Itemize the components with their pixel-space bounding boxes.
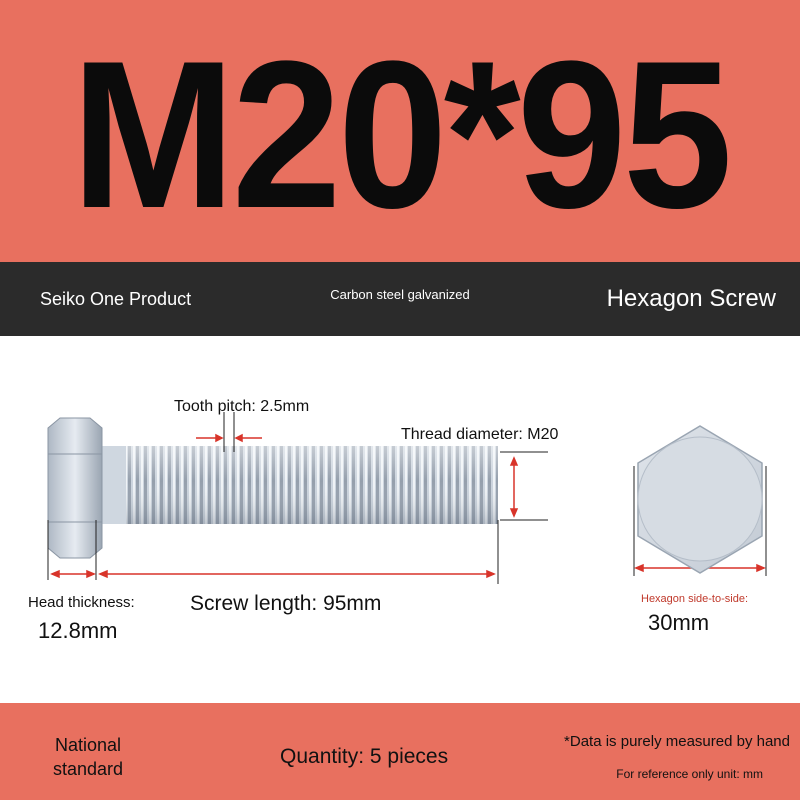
screw-length-label: Screw length: 95mm <box>190 592 382 615</box>
hex-side-value: 30mm <box>648 610 710 635</box>
hex-side-label: Hexagon side-to-side: <box>641 593 749 605</box>
product-type-label: Hexagon Screw <box>606 285 776 312</box>
head-thickness-label: Head thickness: <box>28 594 135 611</box>
bolt-illustration <box>0 336 800 703</box>
material-label: Carbon steel galvanized <box>330 287 470 302</box>
hex-bolt-top-view-icon <box>638 426 762 573</box>
brand-label: Seiko One Product <box>40 289 192 309</box>
product-diagram <box>0 336 800 703</box>
thread-diameter-label: Thread diameter: M20 <box>401 426 559 443</box>
footer-band <box>0 703 800 800</box>
title-band <box>0 0 800 262</box>
measurement-note: *Data is purely measured by hand <box>564 733 790 750</box>
standard-label: National standard <box>52 735 124 779</box>
quantity-label: Quantity: 5 pieces <box>280 745 449 768</box>
product-title: M20*95 <box>71 17 729 252</box>
info-bar <box>0 262 800 336</box>
head-thickness-value: 12.8mm <box>38 618 118 643</box>
unit-note: For reference only unit: mm <box>616 767 763 781</box>
tooth-pitch-label: Tooth pitch: 2.5mm <box>174 398 310 415</box>
